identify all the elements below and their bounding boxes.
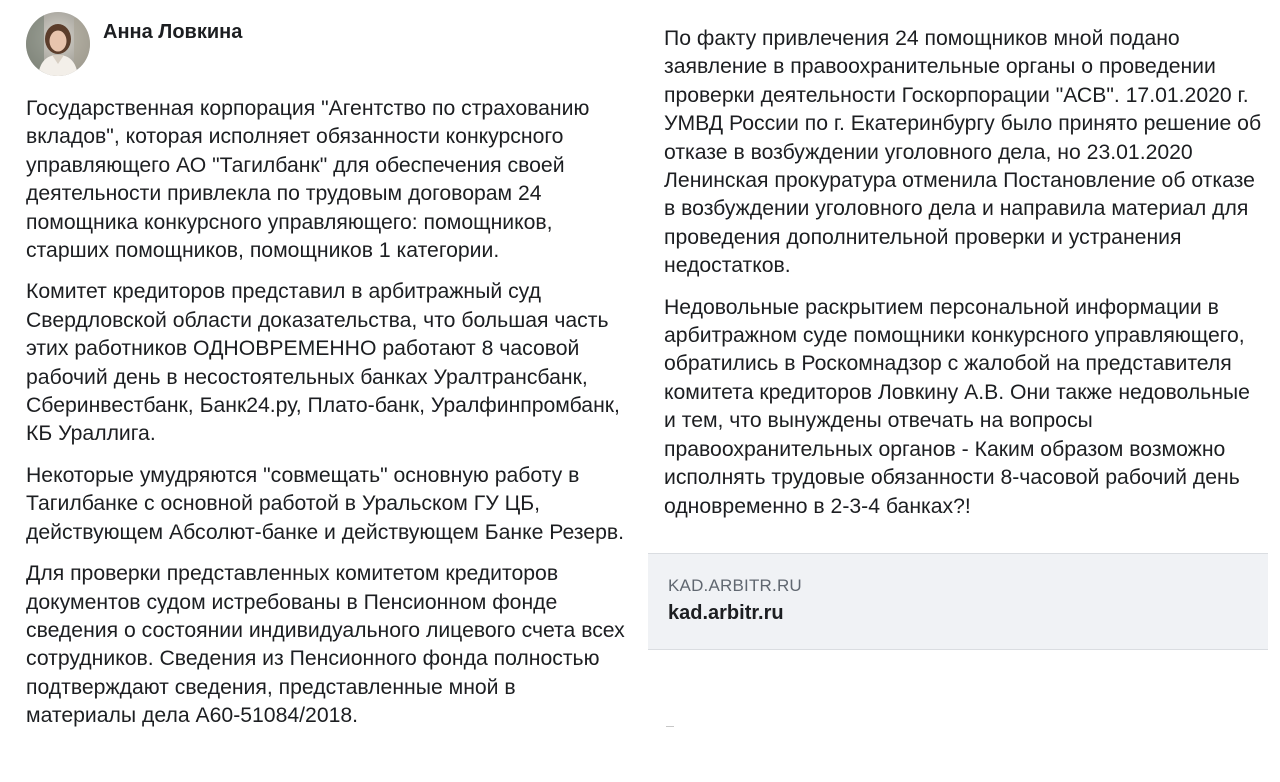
post-header [26, 12, 242, 76]
post-paragraph: По факту привлечения 24 помощников мной подано заявление в правоохранительные органы о проведении проверки деятельности Госкорпорации "АСВ". 17.01.2020 г. УМВД России по г. Екатеринбургу было принято решение об отказе в возбуждении уголовного дела, но 23.01.2020 Ленинская прокуратура отменила Постановление об отказе в возбуждении уголовного дела и направила материал для проведения дополнительной проверки и устранения недостатков. [664, 27, 1262, 278]
post-paragraph: Комитет кредиторов представил в арбитражный суд Свердловской области доказательства, что большая часть этих работников ОДНОВРЕМЕННО работают 8 часовой рабочий день в несостоятельных банках Уралтрансбанк, Сберинвестбанк, Банк24.ру, Плато-банк, Уралфинпромбанк, КБ Ураллига. [26, 280, 620, 446]
divider [666, 726, 674, 727]
post-right-column [648, 0, 1280, 782]
post-body-right [664, 25, 1264, 534]
post-paragraph: Недовольные раскрытием персональной информации в арбитражном суде помощники конкурсного управляющего, обратились в Роскомнадзор с жалобой на представителя комитета кредиторов Ловкину А.В. Они также недовольные и тем, что вынуждены отвечать на вопросы правоохранительных органов - Каким образом возможно исполнять трудовые обязанности 8-часовой рабочий день одновременно в 2-3-4 банках?! [664, 295, 1250, 518]
author-name[interactable]: Анна Ловкина [103, 21, 243, 43]
link-preview-domain: KAD.ARBITR.RU [668, 576, 802, 595]
avatar-image [26, 12, 90, 76]
post-paragraph: Государственная корпорация "Агентство по страхованию вкладов", которая исполняет обязанности конкурсного управляющего АО "Тагилбанк" для обеспечения своей деятельности привлекла по трудовым договорам 24 помощника конкурсного управляющего: помощников, старших помощников, помощников 1 категории. [26, 97, 590, 263]
author-avatar[interactable] [26, 12, 90, 76]
post-paragraph: Для проверки представленных комитетом кредиторов документов судом истребованы в Пенсионном фонде сведения о состоянии индивидуального лицевого счета всех сотрудников. Сведения из Пенсионного фонда полностью подтверждают сведения, представленные мной в материалы дела А60-51084/2018. [26, 562, 625, 728]
link-preview-card[interactable] [648, 553, 1268, 650]
post-body-left [26, 95, 626, 744]
link-preview-title[interactable]: kad.arbitr.ru [668, 602, 784, 624]
post-paragraph: Некоторые умудряются "совмещать" основную работу в Тагилбанке с основной работой в Уральском ГУ ЦБ, действующем Абсолют-банке и действующем Банке Резерв. [26, 463, 624, 544]
